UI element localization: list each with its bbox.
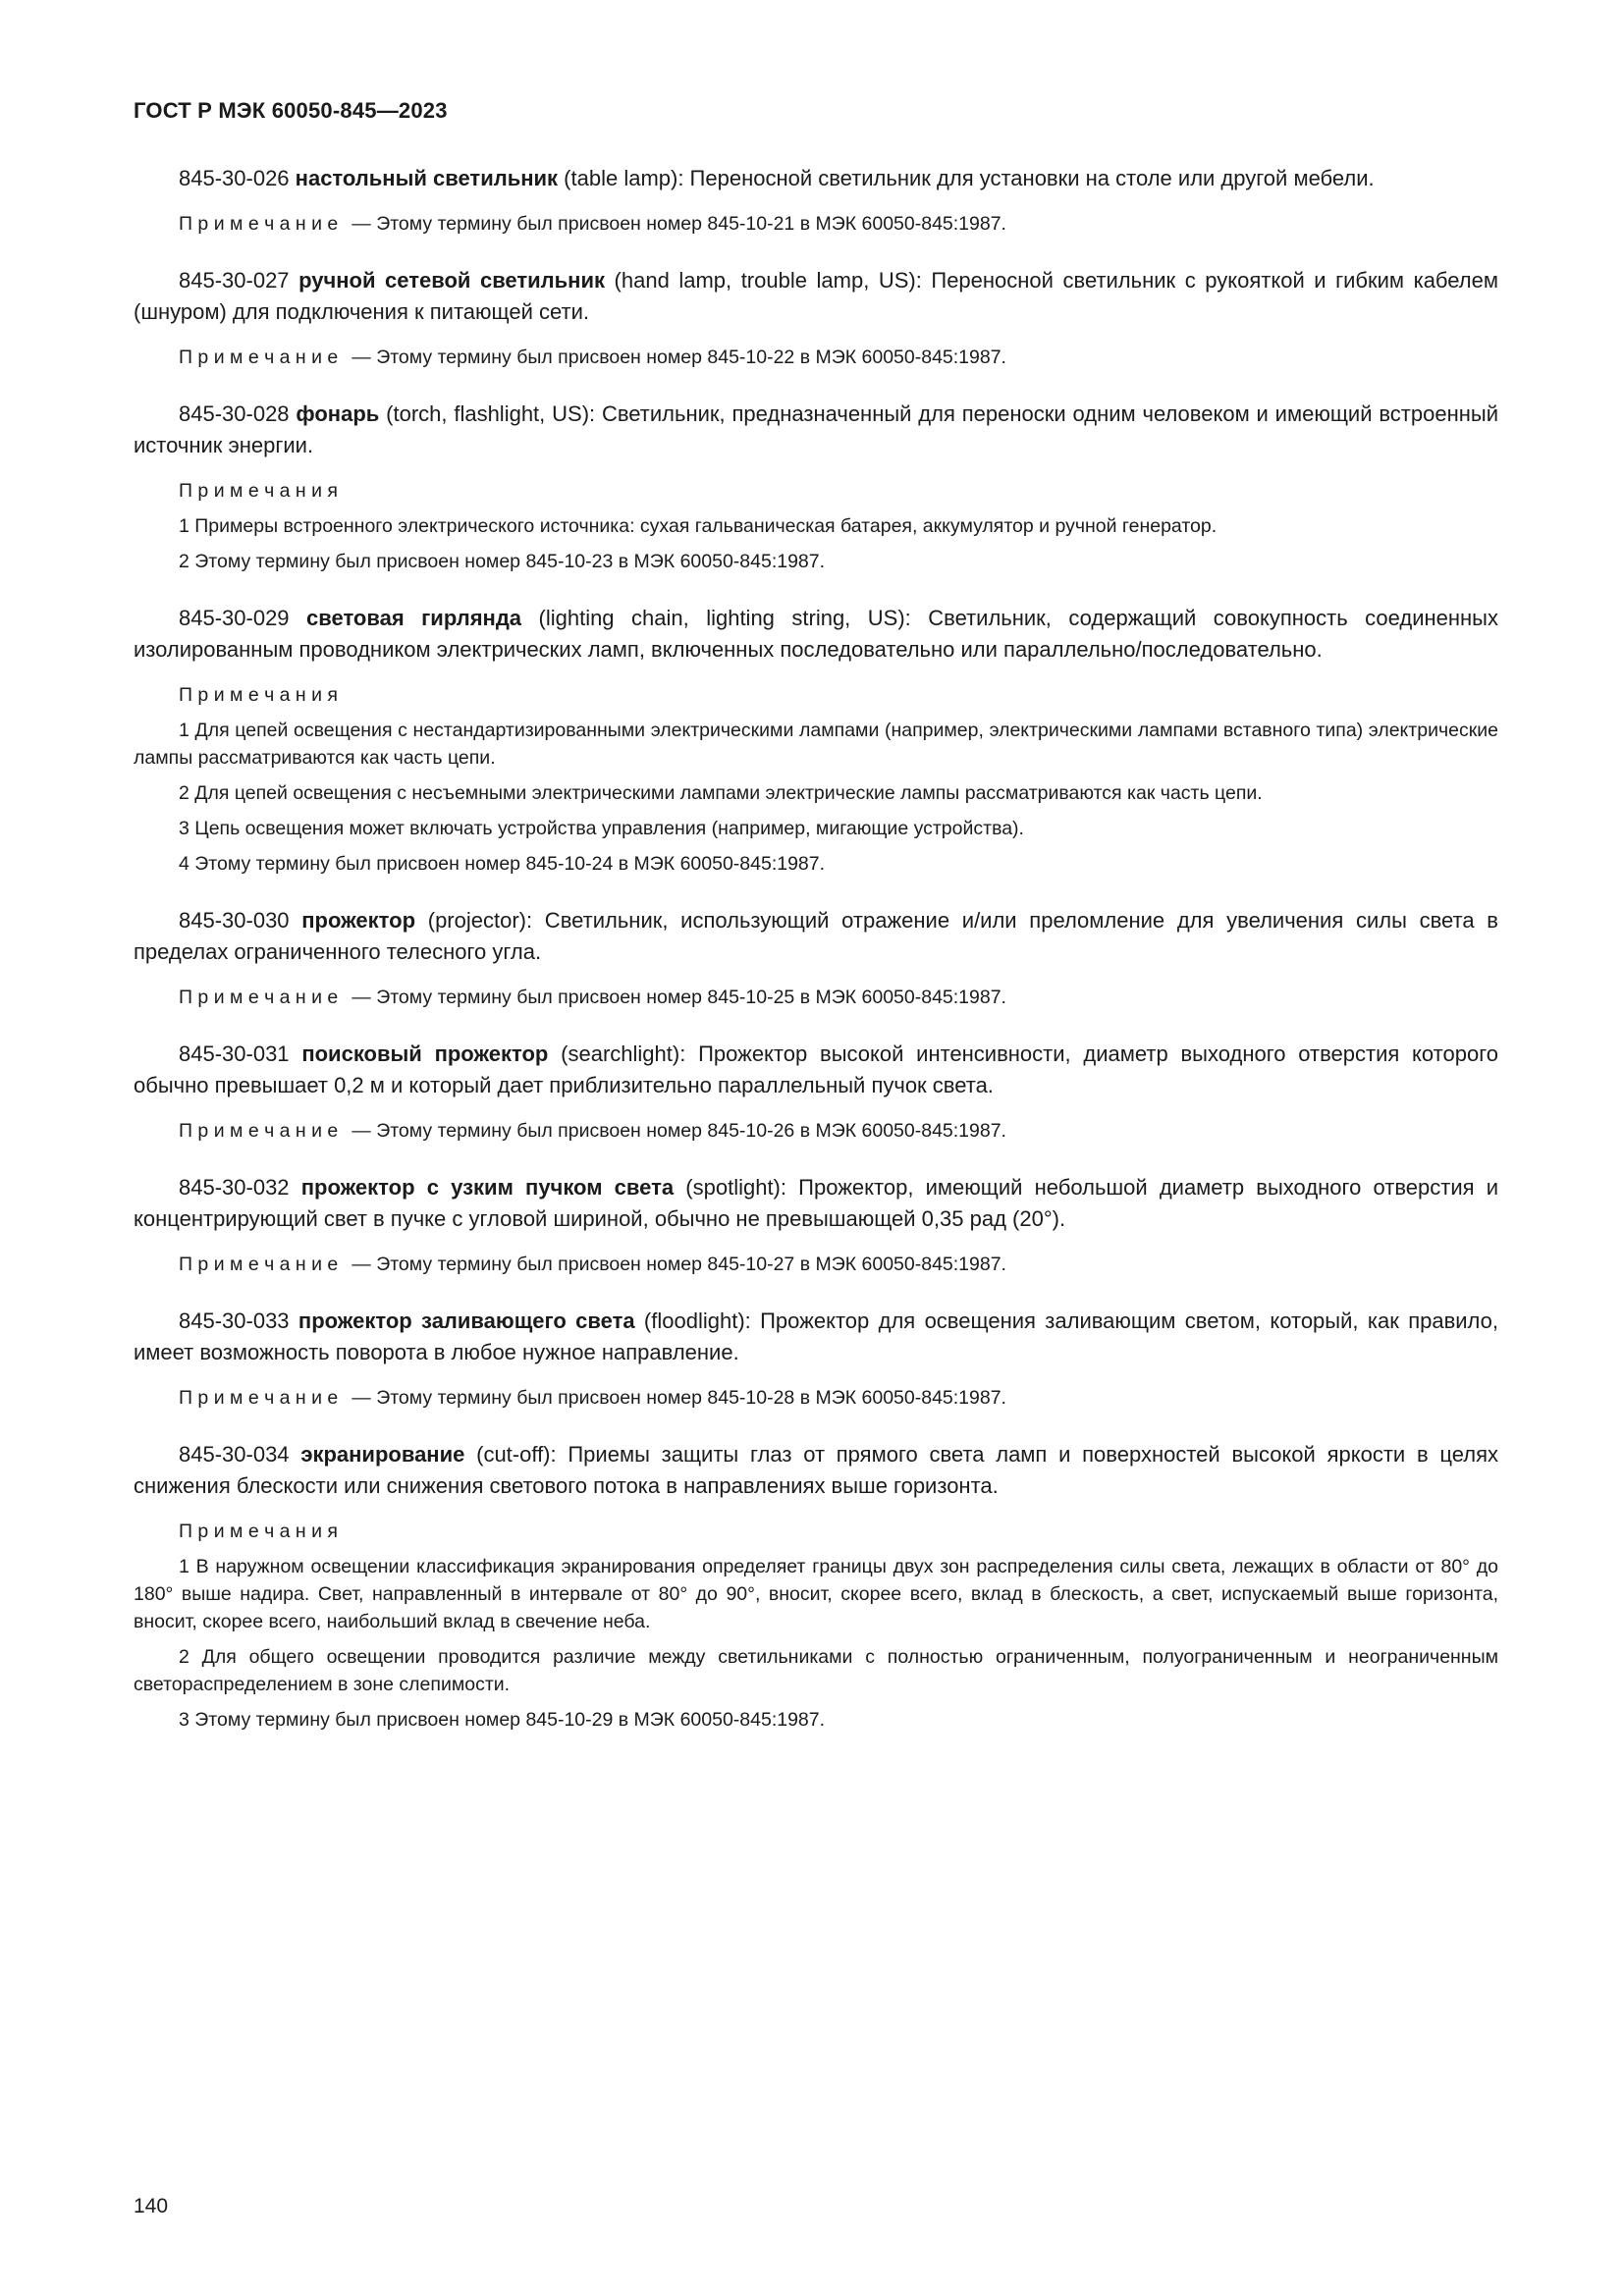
notes-heading [134, 477, 1498, 505]
note-item [134, 850, 1498, 878]
notes-heading [134, 681, 1498, 709]
term-title: прожектор с узким пучком света [300, 1175, 675, 1200]
term-definition: (searchlight): Прожектор высокой интенсивности, диаметр выходного отверстия которого обычно превышает 0,2 м и который дает приблизительно параллельный пучок света. [134, 1041, 1498, 1097]
note-item-text: 1 Для цепей освещения с нестандартизированными электрическими лампами (например, электрическими лампами вставного типа) электрические лампы рассматриваются как часть цепи. [134, 720, 1498, 769]
term-entry [134, 265, 1498, 328]
notes-heading-label: П р и м е ч а н и я [179, 1521, 338, 1542]
note-label: П р и м е ч а н и е [179, 213, 339, 235]
term-number: 845-30-033 [179, 1308, 290, 1333]
term-number: 845-30-029 [179, 606, 290, 630]
note [134, 210, 1498, 238]
note-text: — Этому термину был присвоен номер 845-10-25 в МЭК 60050-845:1987. [352, 987, 1006, 1008]
term-entry [134, 1439, 1498, 1502]
notes-heading-label: П р и м е ч а н и я [179, 684, 338, 706]
note-item-text: 1 В наружном освещении классификация экранирования определяет границы двух зон распределения силы света, лежащих в области от 80° до 180° выше надира. Свет, направленный в интервале от 80° до 90°, вносит, скорее всего, вклад в блескость, а свет, испускаемый выше горизонта, вносит, скорее всего, наибольший вклад в свечение неба. [134, 1556, 1498, 1632]
note-item-text: 1 Примеры встроенного электрического источника: сухая гальваническая батарея, аккумулятор и ручной генератор. [179, 515, 1218, 537]
note-text: — Этому термину был присвоен номер 845-10-21 в МЭК 60050-845:1987. [352, 213, 1006, 235]
note-label: П р и м е ч а н и е [179, 1387, 339, 1409]
notes-heading [134, 1518, 1498, 1545]
note-item-text: 2 Этому термину был присвоен номер 845-10-23 в МЭК 60050-845:1987. [179, 551, 826, 572]
note [134, 1251, 1498, 1278]
term-title: ручной сетевой светильник [298, 268, 606, 293]
document-content [134, 135, 1498, 1734]
term-entry [134, 1039, 1498, 1101]
note-item [134, 1706, 1498, 1734]
note-item [134, 815, 1498, 842]
note-item-text: 2 Для общего освещении проводится различие между светильниками с полностью ограниченным, полуограниченным и неограниченным светораспределением в зоне слепимости. [134, 1646, 1498, 1695]
note-text: — Этому термину был присвоен номер 845-10-28 в МЭК 60050-845:1987. [352, 1387, 1006, 1409]
term-title: световая гирлянда [306, 606, 522, 630]
note-item [134, 717, 1498, 772]
term-definition: (spotlight): Прожектор, имеющий небольшой диаметр выходного отверстия и концентрирующий свет в пучке с угловой шириной, обычно не превышающей 0,35 рад (20°). [134, 1175, 1498, 1231]
term-number: 845-30-032 [179, 1175, 290, 1200]
note-item [134, 1553, 1498, 1635]
term-definition: (projector): Светильник, использующий отражение и/или преломление для увеличения силы света в пределах ограниченного телесного угла. [134, 908, 1498, 964]
term-entry [134, 1306, 1498, 1368]
term-entry [134, 163, 1498, 194]
note-label: П р и м е ч а н и е [179, 1254, 339, 1275]
term-entry [134, 399, 1498, 461]
note [134, 984, 1498, 1011]
note-text: — Этому термину был присвоен номер 845-10-22 в МЭК 60050-845:1987. [352, 347, 1006, 368]
note-item [134, 779, 1498, 807]
note-item [134, 512, 1498, 540]
note-item-text: 2 Для цепей освещения с несъемными электрическими лампами электрические лампы рассматриваются как часть цепи. [179, 782, 1263, 804]
note [134, 1117, 1498, 1145]
document-header: ГОСТ Р МЭК 60050-845—2023 [134, 98, 448, 123]
term-entry [134, 1172, 1498, 1235]
term-definition: (torch, flashlight, US): Светильник, предназначенный для переноски одним человеком и имеющий встроенный источник энергии. [134, 401, 1498, 457]
term-definition: (lighting chain, lighting string, US): Светильник, содержащий совокупность соединенных изолированным проводником электрических ламп, включенных последовательно или параллельно/последовательно. [134, 606, 1498, 662]
term-number: 845-30-028 [179, 401, 290, 426]
notes-heading-label: П р и м е ч а н и я [179, 480, 338, 502]
note-text: — Этому термину был присвоен номер 845-10-27 в МЭК 60050-845:1987. [352, 1254, 1006, 1275]
note-item [134, 548, 1498, 575]
term-definition: (hand lamp, trouble lamp, US): Переносной светильник с рукояткой и гибким кабелем (шнуром) для подключения к питающей сети. [134, 268, 1498, 324]
note-label: П р и м е ч а н и е [179, 987, 339, 1008]
note-item-text: 3 Цепь освещения может включать устройства управления (например, мигающие устройства). [179, 818, 1024, 839]
term-entry [134, 905, 1498, 968]
term-title: прожектор заливающего света [298, 1308, 635, 1333]
note [134, 344, 1498, 371]
term-number: 845-30-027 [179, 268, 290, 293]
term-number: 845-30-034 [179, 1442, 290, 1467]
term-title: фонарь [296, 401, 380, 426]
page-number: 140 [134, 2195, 169, 2217]
note-item-text: 4 Этому термину был присвоен номер 845-10-24 в МЭК 60050-845:1987. [179, 853, 826, 875]
note-label: П р и м е ч а н и е [179, 1120, 339, 1142]
term-title: прожектор [301, 908, 416, 933]
term-number: 845-30-030 [179, 908, 290, 933]
note-item-text: 3 Этому термину был присвоен номер 845-10-29 в МЭК 60050-845:1987. [179, 1709, 826, 1731]
term-title: поисковый прожектор [301, 1041, 549, 1066]
note [134, 1384, 1498, 1412]
note-label: П р и м е ч а н и е [179, 347, 339, 368]
term-title: экранирование [300, 1442, 465, 1467]
term-number: 845-30-031 [179, 1041, 290, 1066]
term-title: настольный светильник [295, 166, 559, 190]
term-definition: (cut-off): Приемы защиты глаз от прямого света ламп и поверхностей высокой яркости в целях снижения блескости или снижения светового потока в направлениях выше горизонта. [134, 1442, 1498, 1498]
note-item [134, 1643, 1498, 1698]
note-text: — Этому термину был присвоен номер 845-10-26 в МЭК 60050-845:1987. [352, 1120, 1006, 1142]
term-definition: (floodlight): Прожектор для освещения заливающим светом, который, как правило, имеет возможность поворота в любое нужное направление. [134, 1308, 1498, 1364]
term-entry [134, 603, 1498, 666]
term-number: 845-30-026 [179, 166, 290, 190]
term-definition: (table lamp): Переносной светильник для установки на столе или другой мебели. [558, 166, 1375, 190]
